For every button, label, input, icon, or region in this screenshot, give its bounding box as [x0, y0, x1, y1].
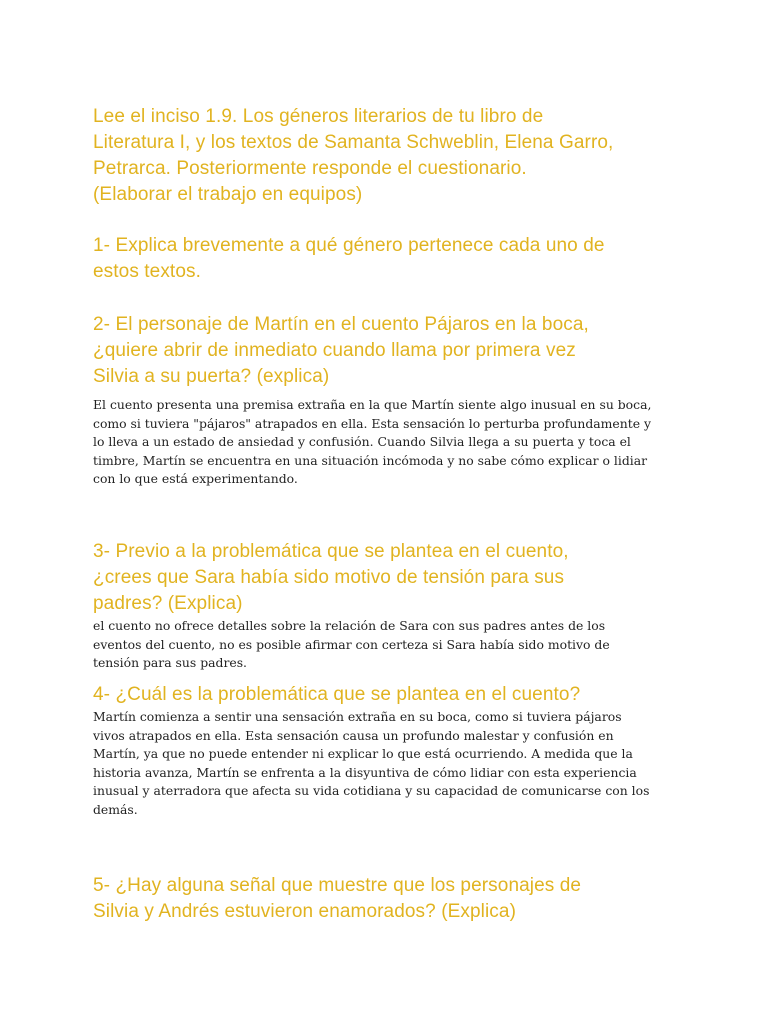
- heading-line: Silvia y Andrés estuvieron enamorados? (Explica): [93, 901, 517, 922]
- answer-line: Martín, ya que no puede entender ni explicar lo que está ocurriendo. A medida que la: [93, 746, 633, 762]
- answer-line: con lo que está experimentando.: [93, 471, 298, 487]
- answer-line: el cuento no ofrece detalles sobre la relación de Sara con sus padres antes de los: [93, 618, 606, 633]
- question-2-heading: [93, 312, 693, 390]
- answer-line: inusual y aterradora que afecta su vida cotidiana y su capacidad de comunicarse con los: [93, 783, 650, 799]
- heading-line: padres? (Explica): [93, 593, 243, 614]
- answer-line: tensión para sus padres.: [93, 655, 247, 671]
- heading-line: (Elaborar el trabajo en equipos): [93, 184, 363, 205]
- question-3-answer: [93, 617, 693, 673]
- answer-line: historia avanza, Martín se enfrenta a la disyuntiva de cómo lidiar con esta experiencia: [93, 764, 637, 780]
- answer-line: timbre, Martín se encuentra en una situación incómoda y no sabe cómo explicar o lidiar: [93, 452, 648, 468]
- answer-line: vivos atrapados en ella. Esta sensación causa un profundo malestar y confusión en: [93, 727, 614, 743]
- answer-line: como si tuviera "pájaros" atrapados en ella. Esta sensación lo perturba profundamente y: [93, 415, 651, 431]
- heading-line: estos textos.: [93, 261, 201, 282]
- heading-line: Silvia a su puerta? (explica): [93, 366, 330, 387]
- heading-line: 3- Previo a la problemática que se plantea en el cuento,: [93, 541, 569, 562]
- heading-line: Lee el inciso 1.9. Los géneros literarios de tu libro de: [93, 106, 544, 127]
- heading-line: ¿quiere abrir de inmediato cuando llama por primera vez: [93, 340, 576, 361]
- question-2-answer: [93, 396, 693, 489]
- answer-line: Martín comienza a sentir una sensación extraña en su boca, como si tuviera pájaros: [93, 709, 622, 724]
- heading-line: ¿crees que Sara había sido motivo de tensión para sus: [93, 567, 565, 588]
- instructions-heading: [93, 104, 693, 208]
- heading-line: 2- El personaje de Martín en el cuento Pájaros en la boca,: [93, 314, 589, 335]
- heading-line: Literatura I, y los textos de Samanta Schweblin, Elena Garro,: [93, 132, 614, 153]
- question-5-heading: [93, 873, 693, 925]
- heading-line: 4- ¿Cuál es la problemática que se plantea en el cuento?: [93, 684, 581, 705]
- question-3-heading: [93, 539, 693, 617]
- answer-line: lo lleva a un estado de ansiedad y confusión. Cuando Silvia llega a su puerta y toca el: [93, 434, 631, 450]
- heading-line: 5- ¿Hay alguna señal que muestre que los personajes de: [93, 875, 582, 896]
- question-4-heading: [93, 682, 693, 708]
- answer-line: eventos del cuento, no es posible afirmar con certeza si Sara había sido motivo de: [93, 636, 610, 652]
- question-4-answer: [93, 708, 693, 820]
- question-1-heading: [93, 233, 693, 285]
- answer-line: El cuento presenta una premisa extraña en la que Martín siente algo inusual en su boca,: [93, 397, 652, 412]
- heading-line: 1- Explica brevemente a qué género pertenece cada uno de: [93, 235, 605, 256]
- heading-line: Petrarca. Posteriormente responde el cuestionario.: [93, 158, 527, 179]
- answer-line: demás.: [93, 801, 138, 817]
